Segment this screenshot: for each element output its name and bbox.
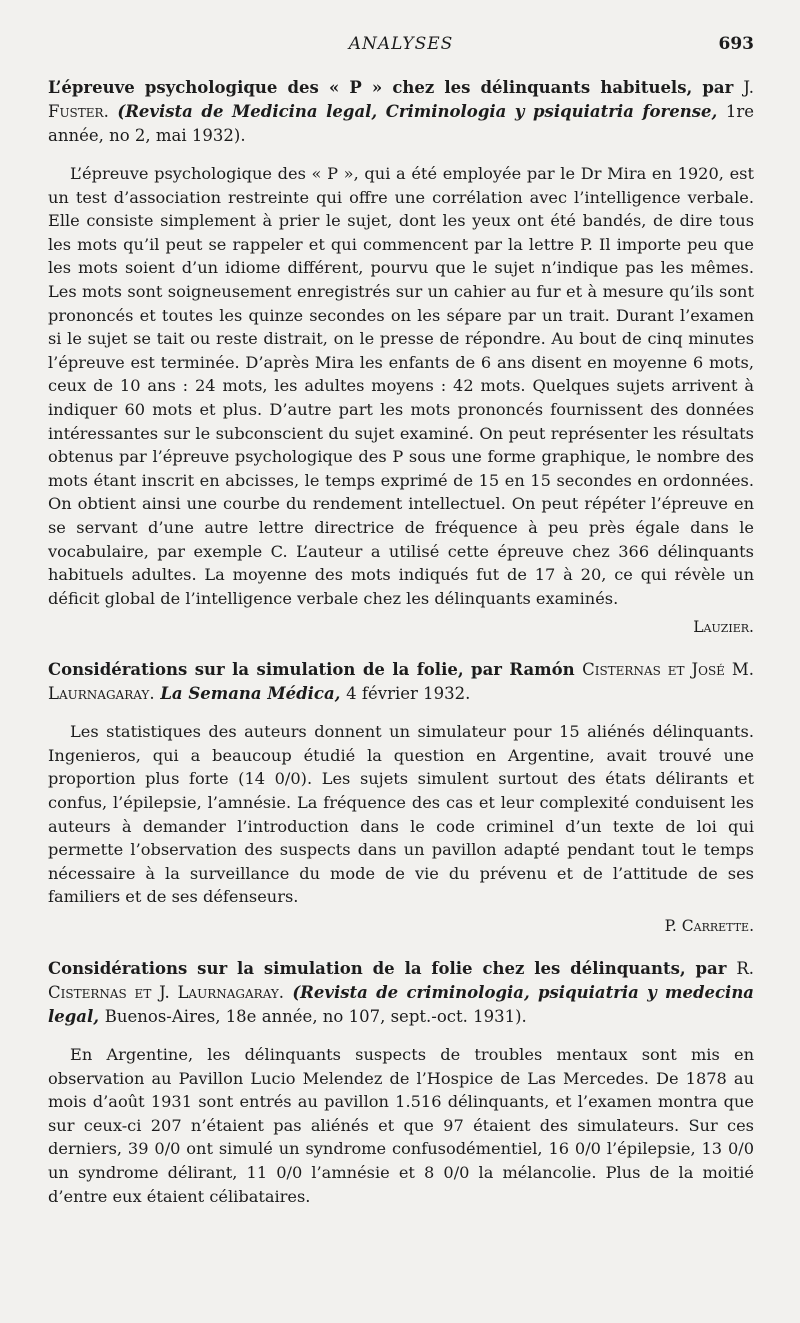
review-3: [48, 957, 754, 1208]
review-body: L’épreuve psychologique des « P », qui a été employée par le Dr Mira en 1920, est un test d’association restreinte qui offre une corrélation avec l’intelligence verbale. Elle consiste simplement à prier le sujet, dont les yeux ont été bandés, de dire tous les mots qu’il peut se rappeler et qui commencent par la lettre P. Il importe peu que les mots soient d’un idiome différent, pourvu que le sujet n’indique pas les mêmes. Les mots sont soigneusement enregistrés sur un cahier au fur et à mesure qu’ils sont prononcés et toutes les quinze secondes on les sépare par un trait. Durant l’examen si le sujet se tait ou reste distrait, on le presse de répondre. Au bout de cinq minutes l’épreuve est terminée. D’après Mira les enfants de 6 ans disent en moyenne 6 mots, ceux de 10 ans : 24 mots, les adultes moyens : 42 mots. Quelques sujets arrivent à indiquer 60 mots et plus. D’autre part les mots prononcés fournissent des données intéressantes sur le subconscient du sujet examiné. On peut représenter les résultats obtenus par l’épreuve psychologique des P sous une forme graphique, le nombre des mots étant inscrit en abcisses, le temps exprimé de 15 en 15 secondes en ordonnées. On obtient ainsi une courbe du rendement intellectuel. On peut répéter l’épreuve en se servant d’une autre lettre directrice de fréquence à peu près égale dans le vocabulaire, par exemple C. L’auteur a utilisé cette épreuve chez 366 délinquants habituels adultes. La moyenne des mots indiqués fut de 17 à 20, ce qui révèle un déficit global de l’intelligence verbale chez les délinquants examinés.: [48, 164, 754, 608]
review-body: En Argentine, les délinquants suspects de troubles mentaux sont mis en observation au Pavillon Lucio Melendez de l’Hospice de Las Mercedes. De 1878 au mois d’août 1931 sont entrés au pavillon 1.516 délinquants, et l’examen montra que sur ceux-ci 207 n’étaient pas aliénés et que 97 étaient des simulateurs. Sur ces derniers, 39 0/0 ont simulé un syndrome confusodémentiel, 16 0/0 l’épilepsie, 13 0/0 un syndrome délirant, 11 0/0 l’amnésie et 8 0/0 la mélancolie. Plus de la moitié d’entre eux étaient célibataires.: [48, 1045, 754, 1206]
source-issue: 4 février 1932.: [346, 684, 471, 704]
page: [48, 30, 754, 1208]
page-number: 693: [718, 34, 754, 54]
author-names: Cisternas et José M. Laurnagaray.: [48, 660, 754, 704]
reviewer-signature: Lauzier.: [693, 618, 754, 637]
source-journal: (Revista de criminologia, psiquiatria y medecina legal,: [48, 983, 755, 1027]
source-journal: (Revista de Medicina legal, Criminologia y psiquiatria forense,: [117, 102, 718, 121]
review-title: [48, 658, 754, 706]
source-issue: Buenos-Aires, 18e année, no 107, sept.-oct. 1931).: [104, 1007, 527, 1027]
author-names: J. Fuster.: [48, 78, 754, 121]
review-2: [48, 658, 754, 937]
author-names: R. Cisternas et J. Laurnagaray.: [48, 959, 754, 1003]
review-body: Les statistiques des auteurs donnent un simulateur pour 15 aliénés délinquants. Ingenieros, qui a beaucoup étudié la question en Argentine, avait trouvé une proportion plus forte (14 0/0). Les sujets simulent surtout des états délirants et confus, l’épilepsie, l’amnésie. La fréquence des cas et leur complexité conduisent les auteurs à demander l’introduction dans le code criminel d’un texte de loi qui permette l’observation des suspects dans un pavillon adapté pendant tout le temps nécessaire à la surveillance du mode de vie du prévenu et de l’attitude de ses familiers et de ses défenseurs.: [48, 722, 754, 907]
running-title: ANALYSES: [348, 34, 454, 54]
source-journal: La Semana Médica,: [160, 684, 341, 704]
review-title: [48, 76, 754, 148]
review-title: [48, 957, 754, 1029]
page-header: [48, 30, 754, 58]
title-text: Considérations sur la simulation de la folie, par Ramón: [48, 660, 575, 680]
review-1: [48, 76, 754, 638]
reviewer-signature: P. Carrette.: [664, 917, 754, 936]
source-issue: 1re année, no 2, mai 1932).: [48, 102, 754, 145]
title-text: L’épreuve psychologique des « P » chez les délinquants habituels, par: [48, 78, 734, 97]
title-text: Considérations sur la simulation de la folie chez les délinquants, par: [48, 959, 727, 979]
